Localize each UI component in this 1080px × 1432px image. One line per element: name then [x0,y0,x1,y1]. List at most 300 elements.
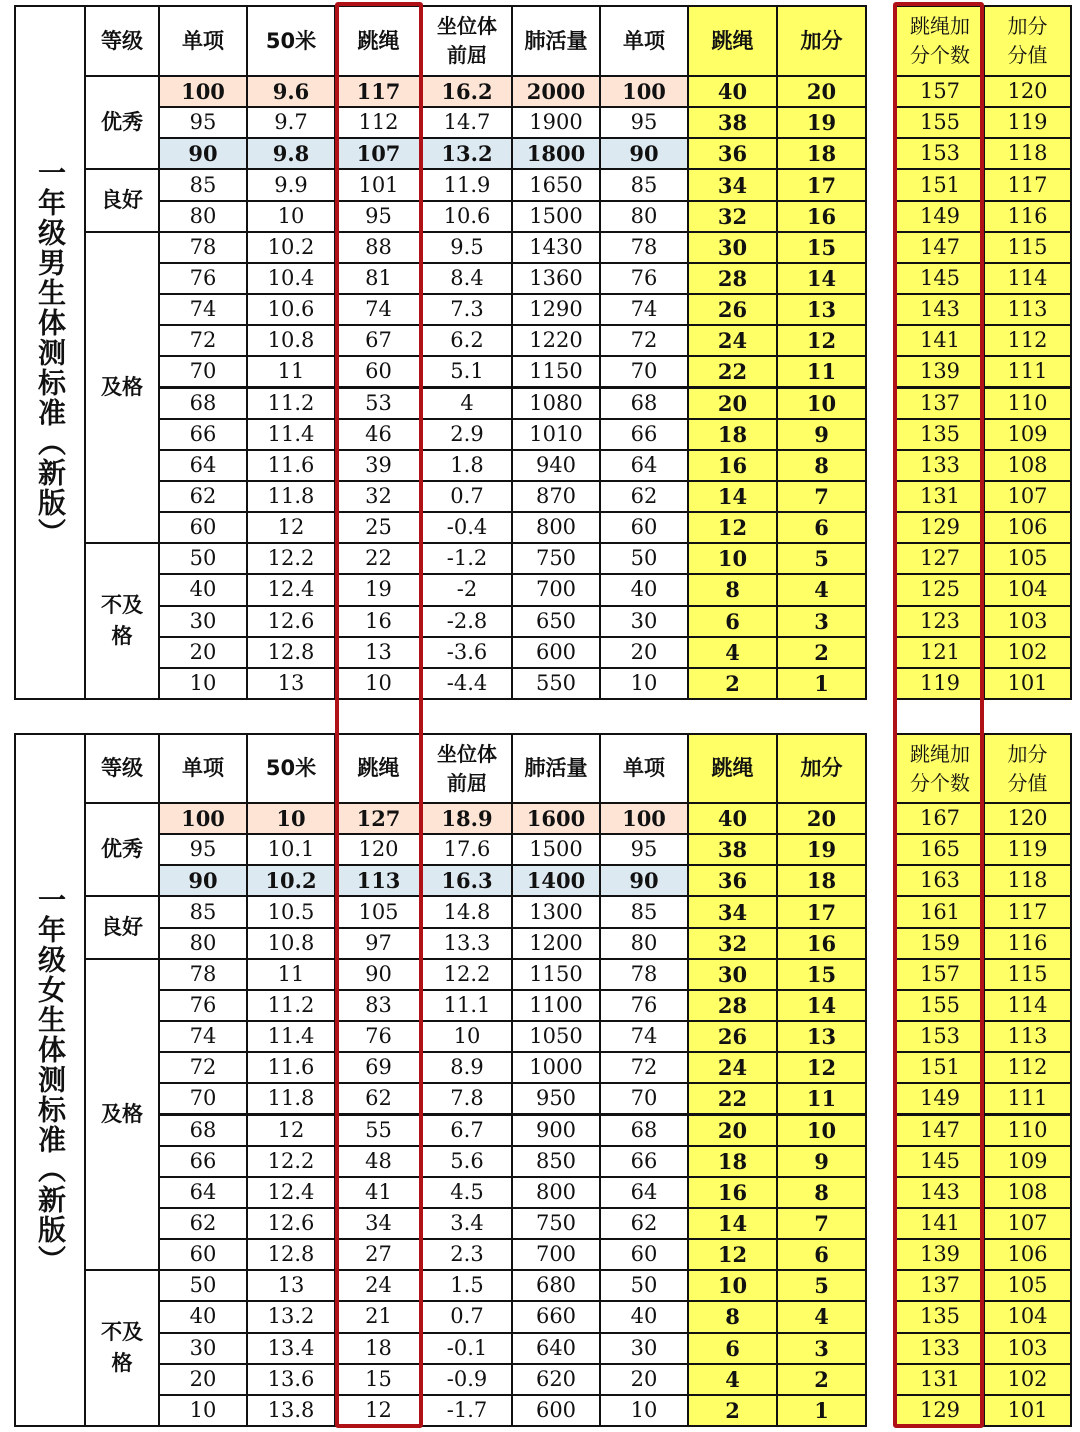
cell-bonus-value: 114 [983,262,1072,295]
cell-lung: 620 [511,1363,601,1396]
cell-lung: 1290 [511,293,601,326]
cell-rope: 27 [334,1238,423,1271]
cell-rope-bonus: 16 [687,1176,778,1209]
cell-bonus-value: 112 [983,324,1072,357]
cell-sit-reach: 9.5 [421,231,513,264]
header-lung-capacity: 肺活量 [511,5,601,77]
cell-bonus-value: 116 [983,200,1072,233]
cell-rope: 74 [334,293,423,326]
header-single: 单项 [158,733,248,804]
cell-score-2: 80 [599,200,689,233]
cell-bonus-value: 112 [983,1051,1072,1084]
cell-lung: 1500 [511,200,601,233]
cell-bonus: 17 [776,895,867,928]
cell-sit-reach: -0.1 [421,1332,513,1365]
cell-score: 70 [158,1082,248,1115]
cell-lung: 1500 [511,833,601,866]
header-bonus-value-line: 加分 [1007,14,1048,38]
cell-rope: 55 [334,1114,423,1147]
cell-rope-count: 149 [895,1082,985,1115]
cell-score-2: 66 [599,1145,689,1178]
cell-rope-bonus: 22 [687,355,778,388]
cell-bonus-value: 117 [983,895,1072,928]
cell-score-2: 72 [599,324,689,357]
cell-bonus-value: 107 [983,1207,1072,1240]
cell-50m: 11.8 [246,1082,336,1115]
cell-bonus-value: 105 [983,542,1072,575]
cell-sit-reach: 16.2 [421,75,513,108]
cell-rope-count: 129 [895,1394,985,1427]
cell-rope-count: 151 [895,1051,985,1084]
cell-50m: 12 [246,511,336,544]
header-lung-capacity: 肺活量 [511,733,601,804]
cell-bonus: 4 [776,573,867,606]
cell-lung: 750 [511,542,601,575]
cell-bonus: 9 [776,418,867,451]
cell-lung: 660 [511,1300,601,1333]
cell-lung: 1000 [511,1051,601,1084]
cell-score: 30 [158,605,248,638]
cell-50m: 13 [246,1269,336,1302]
cell-sit-reach: 1.8 [421,449,513,482]
cell-lung: 1220 [511,324,601,357]
header-bonus-value [983,733,1072,804]
cell-50m: 9.7 [246,106,336,139]
grade-label [84,895,160,959]
cell-sit-reach: 3.4 [421,1207,513,1240]
cell-score-2: 60 [599,1238,689,1271]
cell-bonus-value: 119 [983,833,1072,866]
header-rope-count-line: 分个数 [910,43,970,67]
header-grade: 等级 [84,5,160,77]
cell-rope: 67 [334,324,423,357]
cell-50m: 9.8 [246,137,336,170]
cell-bonus-value: 102 [983,636,1072,669]
cell-bonus-value: 106 [983,511,1072,544]
cell-sit-reach: 10 [421,1020,513,1053]
cell-50m: 11 [246,958,336,991]
cell-lung: 600 [511,1394,601,1427]
cell-score: 68 [158,387,248,420]
cell-sit-reach: 5.1 [421,355,513,388]
cell-50m: 10.1 [246,833,336,866]
cell-sit-reach: 4 [421,387,513,420]
cell-rope-bonus: 6 [687,605,778,638]
cell-score: 10 [158,1394,248,1427]
cell-sit-reach: 2.3 [421,1238,513,1271]
cell-50m: 13.4 [246,1332,336,1365]
cell-rope: 46 [334,418,423,451]
cell-sit-reach: 11.1 [421,989,513,1022]
cell-score: 72 [158,1051,248,1084]
cell-sit-reach: 17.6 [421,833,513,866]
cell-rope-bonus: 12 [687,1238,778,1271]
cell-bonus: 20 [776,802,867,835]
cell-rope: 127 [334,802,423,835]
cell-score: 30 [158,1332,248,1365]
cell-rope-count: 135 [895,418,985,451]
cell-rope-count: 157 [895,958,985,991]
cell-bonus: 10 [776,387,867,420]
cell-50m: 13.6 [246,1363,336,1396]
cell-score-2: 50 [599,542,689,575]
cell-lung: 1080 [511,387,601,420]
cell-score: 85 [158,895,248,928]
cell-50m: 11.4 [246,1020,336,1053]
cell-rope-bonus: 12 [687,511,778,544]
cell-score: 74 [158,1020,248,1053]
cell-score-2: 90 [599,864,689,897]
header-sit-reach [421,733,513,804]
cell-sit-reach: 7.3 [421,293,513,326]
cell-rope-bonus: 36 [687,137,778,170]
cell-lung: 640 [511,1332,601,1365]
cell-bonus-value: 104 [983,573,1072,606]
cell-rope-bonus: 28 [687,262,778,295]
header-bonus-value-line: 分值 [1007,770,1048,795]
cell-score: 64 [158,1176,248,1209]
cell-score-2: 60 [599,511,689,544]
cell-rope-count: 153 [895,137,985,170]
cell-score-2: 74 [599,293,689,326]
cell-rope: 81 [334,262,423,295]
cell-50m: 12.8 [246,1238,336,1271]
cell-bonus-value: 120 [983,802,1072,835]
cell-rope-count: 157 [895,75,985,108]
cell-lung: 800 [511,1176,601,1209]
cell-bonus-value: 104 [983,1300,1072,1333]
cell-rope: 88 [334,231,423,264]
cell-rope-bonus: 4 [687,636,778,669]
cell-rope: 16 [334,605,423,638]
cell-bonus-value: 113 [983,1020,1072,1053]
header-sit-reach-line: 坐位体 [437,14,497,38]
header-rope-count-line: 跳绳加 [910,741,970,766]
grade-label-line: 及格 [101,1101,143,1126]
cell-rope: 21 [334,1300,423,1333]
cell-rope: 117 [334,75,423,108]
cell-bonus: 10 [776,1114,867,1147]
cell-lung: 900 [511,1114,601,1147]
cell-bonus: 15 [776,958,867,991]
cell-bonus: 13 [776,293,867,326]
cell-lung: 1150 [511,355,601,388]
cell-lung: 600 [511,636,601,669]
cell-bonus-value: 117 [983,168,1072,201]
cell-score-2: 30 [599,1332,689,1365]
cell-rope-bonus: 8 [687,573,778,606]
cell-score: 20 [158,636,248,669]
cell-rope-count: 147 [895,231,985,264]
cell-50m: 9.9 [246,168,336,201]
cell-sit-reach: 6.7 [421,1114,513,1147]
cell-bonus-value: 110 [983,387,1072,420]
cell-rope-bonus: 38 [687,833,778,866]
cell-score-2: 80 [599,927,689,960]
cell-rope-count: 141 [895,324,985,357]
cell-rope-bonus: 20 [687,387,778,420]
cell-sit-reach: 8.4 [421,262,513,295]
cell-bonus-value: 108 [983,449,1072,482]
cell-rope: 19 [334,573,423,606]
cell-rope-bonus: 24 [687,1051,778,1084]
cell-rope-bonus: 10 [687,1269,778,1302]
cell-rope-bonus: 26 [687,293,778,326]
cell-bonus-value: 114 [983,989,1072,1022]
cell-bonus-value: 109 [983,1145,1072,1178]
cell-sit-reach: -1.7 [421,1394,513,1427]
grade-label-line: 不及 [101,592,143,617]
cell-rope-count: 145 [895,262,985,295]
header-bonus: 加分 [776,733,867,804]
cell-bonus-value: 118 [983,137,1072,170]
cell-rope: 120 [334,833,423,866]
cell-rope: 76 [334,1020,423,1053]
cell-rope-count: 151 [895,168,985,201]
cell-rope: 25 [334,511,423,544]
cell-rope-bonus: 18 [687,418,778,451]
cell-rope: 62 [334,1082,423,1115]
cell-score: 50 [158,542,248,575]
cell-rope-count: 161 [895,895,985,928]
cell-rope: 39 [334,449,423,482]
cell-lung: 1150 [511,958,601,991]
grade-label-line: 优秀 [101,836,143,861]
cell-score-2: 20 [599,636,689,669]
header-rope: 跳绳 [334,5,423,77]
cell-score-2: 76 [599,989,689,1022]
cell-rope-bonus: 20 [687,1114,778,1147]
cell-50m: 12 [246,1114,336,1147]
header-rope-bonus: 跳绳 [687,733,778,804]
header-sit-reach-line: 前屈 [447,43,487,67]
cell-rope-count: 135 [895,1300,985,1333]
cell-lung: 750 [511,1207,601,1240]
cell-lung: 1200 [511,927,601,960]
cell-rope-bonus: 30 [687,231,778,264]
cell-50m: 12.8 [246,636,336,669]
cell-score: 76 [158,262,248,295]
cell-rope: 90 [334,958,423,991]
cell-rope: 34 [334,1207,423,1240]
header-rope-count [895,733,985,804]
cell-50m: 10.2 [246,231,336,264]
cell-rope-bonus: 26 [687,1020,778,1053]
cell-bonus: 8 [776,449,867,482]
cell-bonus: 7 [776,480,867,513]
cell-score: 90 [158,137,248,170]
cell-score: 74 [158,293,248,326]
cell-rope-count: 143 [895,293,985,326]
cell-rope: 107 [334,137,423,170]
cell-bonus: 14 [776,989,867,1022]
cell-bonus: 13 [776,1020,867,1053]
cell-rope-bonus: 4 [687,1363,778,1396]
cell-rope-bonus: 16 [687,449,778,482]
cell-sit-reach: 14.7 [421,106,513,139]
cell-bonus-value: 120 [983,75,1072,108]
cell-bonus: 4 [776,1300,867,1333]
header-rope-count-line: 跳绳加 [910,14,970,38]
cell-rope: 41 [334,1176,423,1209]
cell-lung: 850 [511,1145,601,1178]
cell-bonus: 20 [776,75,867,108]
cell-score-2: 62 [599,480,689,513]
cell-sit-reach: 10.6 [421,200,513,233]
cell-score-2: 72 [599,1051,689,1084]
cell-bonus: 18 [776,864,867,897]
cell-sit-reach: -4.4 [421,667,513,700]
cell-50m: 10.8 [246,324,336,357]
cell-rope-count: 137 [895,387,985,420]
cell-lung: 940 [511,449,601,482]
cell-sit-reach: 12.2 [421,958,513,991]
cell-lung: 1800 [511,137,601,170]
cell-rope-bonus: 40 [687,75,778,108]
cell-rope-count: 165 [895,833,985,866]
cell-score: 100 [158,802,248,835]
cell-bonus-value: 106 [983,1238,1072,1271]
cell-50m: 12.6 [246,605,336,638]
cell-sit-reach: -2 [421,573,513,606]
cell-rope-bonus: 30 [687,958,778,991]
cell-sit-reach: -1.2 [421,542,513,575]
cell-sit-reach: -3.6 [421,636,513,669]
cell-rope-count: 139 [895,355,985,388]
cell-score-2: 76 [599,262,689,295]
header-bonus-value-line: 加分 [1007,741,1048,766]
cell-sit-reach: 4.5 [421,1176,513,1209]
cell-bonus: 19 [776,106,867,139]
cell-50m: 11 [246,355,336,388]
cell-score: 40 [158,1300,248,1333]
cell-rope-bonus: 38 [687,106,778,139]
cell-50m: 11.6 [246,1051,336,1084]
cell-score-2: 64 [599,449,689,482]
cell-bonus-value: 101 [983,1394,1072,1427]
cell-rope: 112 [334,106,423,139]
cell-rope-count: 121 [895,636,985,669]
cell-bonus: 16 [776,200,867,233]
cell-50m: 12.6 [246,1207,336,1240]
cell-lung: 700 [511,573,601,606]
cell-score-2: 64 [599,1176,689,1209]
cell-lung: 1600 [511,802,601,835]
header-sit-reach-line: 前屈 [447,770,487,795]
header-single: 单项 [158,5,248,77]
cell-bonus-value: 119 [983,106,1072,139]
cell-score: 20 [158,1363,248,1396]
cell-bonus: 15 [776,231,867,264]
cell-score-2: 66 [599,418,689,451]
cell-bonus: 1 [776,667,867,700]
grade-label-line: 优秀 [101,109,143,134]
cell-score-2: 20 [599,1363,689,1396]
cell-score: 100 [158,75,248,108]
cell-score-2: 90 [599,137,689,170]
cell-rope-bonus: 14 [687,480,778,513]
cell-bonus-value: 111 [983,355,1072,388]
cell-score: 80 [158,200,248,233]
cell-bonus-value: 116 [983,927,1072,960]
header-sit-reach [421,5,513,77]
cell-score: 68 [158,1114,248,1147]
cell-sit-reach: 11.9 [421,168,513,201]
cell-rope-bonus: 34 [687,895,778,928]
table-title: 一年级女生体测标准（新版） [14,733,86,1427]
grade-label [84,1269,160,1427]
cell-50m: 12.4 [246,573,336,606]
cell-rope: 10 [334,667,423,700]
cell-rope: 113 [334,864,423,897]
cell-bonus: 6 [776,511,867,544]
cell-rope: 18 [334,1332,423,1365]
grade-label-line: 及格 [101,374,143,399]
cell-bonus: 16 [776,927,867,960]
cell-score-2: 68 [599,387,689,420]
cell-lung: 870 [511,480,601,513]
cell-lung: 650 [511,605,601,638]
cell-sit-reach: 6.2 [421,324,513,357]
cell-score: 60 [158,511,248,544]
cell-sit-reach: -2.8 [421,605,513,638]
cell-rope-count: 155 [895,106,985,139]
header-rope-bonus: 跳绳 [687,5,778,77]
cell-score-2: 85 [599,168,689,201]
cell-50m: 10 [246,802,336,835]
cell-sit-reach: 0.7 [421,480,513,513]
cell-rope-bonus: 28 [687,989,778,1022]
header-50m: 50米 [246,5,336,77]
cell-rope-count: 153 [895,1020,985,1053]
cell-rope-count: 167 [895,802,985,835]
cell-rope-count: 139 [895,1238,985,1271]
cell-score-2: 40 [599,1300,689,1333]
cell-rope: 32 [334,480,423,513]
cell-bonus: 3 [776,1332,867,1365]
cell-score: 76 [158,989,248,1022]
cell-rope-bonus: 2 [687,1394,778,1427]
cell-rope: 69 [334,1051,423,1084]
cell-rope-bonus: 36 [687,864,778,897]
header-rope: 跳绳 [334,733,423,804]
cell-lung: 1050 [511,1020,601,1053]
cell-50m: 10.5 [246,895,336,928]
cell-rope: 95 [334,200,423,233]
cell-rope-bonus: 10 [687,542,778,575]
header-single-2: 单项 [599,5,689,77]
cell-rope-count: 163 [895,864,985,897]
cell-bonus-value: 111 [983,1082,1072,1115]
cell-lung: 1010 [511,418,601,451]
cell-rope-bonus: 24 [687,324,778,357]
cell-bonus: 2 [776,636,867,669]
cell-bonus-value: 118 [983,864,1072,897]
cell-sit-reach: 8.9 [421,1051,513,1084]
cell-rope-bonus: 40 [687,802,778,835]
cell-score: 66 [158,418,248,451]
cell-rope-bonus: 22 [687,1082,778,1115]
cell-bonus-value: 110 [983,1114,1072,1147]
cell-sit-reach: 13.3 [421,927,513,960]
cell-score-2: 85 [599,895,689,928]
grade-label-line: 格 [111,1351,133,1376]
cell-score-2: 78 [599,231,689,264]
grade-label [84,542,160,700]
grade-label [84,958,160,1272]
cell-rope-count: 119 [895,667,985,700]
cell-50m: 10.2 [246,864,336,897]
